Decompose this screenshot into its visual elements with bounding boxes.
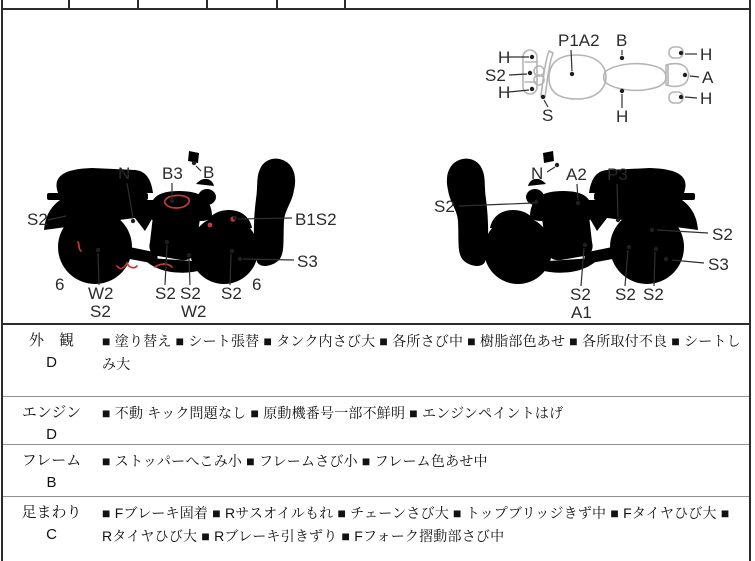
code-label: S3 bbox=[708, 255, 729, 274]
code-label: A2 bbox=[566, 165, 587, 184]
code-label: S2 bbox=[434, 197, 455, 216]
code-label: P1A2 bbox=[558, 31, 600, 50]
code-label: S2 bbox=[180, 284, 201, 303]
condition-table bbox=[3, 325, 749, 561]
grade-value: C bbox=[46, 526, 57, 543]
code-label: 6 bbox=[252, 275, 262, 294]
code-label: B3 bbox=[162, 164, 183, 183]
category-cell bbox=[3, 402, 100, 444]
code-label: S2 bbox=[712, 225, 733, 244]
condition-notes: ■ ストッパーへこみ小 ■ フレームさび小 ■ フレーム色あせ中 bbox=[102, 453, 488, 469]
code-label: S2 bbox=[155, 284, 176, 303]
code-label: S2 bbox=[485, 66, 506, 85]
code-label: B1S2 bbox=[295, 210, 337, 229]
code-label: S2 bbox=[643, 285, 664, 304]
condition-notes: ■ 塗り替え ■ シート張替 ■ タンク内さび大 ■ 各所さび中 ■ 樹脂部色あせ ■ 各所取付不良 ■ シートしみ大 bbox=[102, 333, 741, 372]
motorcycle-top-view-drawing bbox=[523, 47, 689, 103]
code-label: H bbox=[616, 107, 629, 126]
table-row-engine bbox=[3, 397, 749, 445]
code-label: A1 bbox=[571, 303, 592, 322]
code-label: W2 bbox=[88, 284, 114, 303]
category-cell bbox=[3, 502, 100, 561]
code-label: H bbox=[700, 89, 713, 108]
code-label: S2 bbox=[27, 210, 48, 229]
table-row-undercarriage bbox=[3, 497, 749, 561]
table-row-frame bbox=[3, 445, 749, 497]
code-label: W2 bbox=[181, 302, 207, 321]
category-cell bbox=[3, 330, 100, 396]
code-label: N bbox=[118, 164, 131, 183]
condition-notes: ■ 不動 キック問題なし ■ 原動機番号一部不鮮明 ■ エンジンペイントはげ bbox=[102, 405, 564, 421]
code-label: S2 bbox=[615, 285, 636, 304]
code-label: S2 bbox=[570, 285, 591, 304]
code-label: B bbox=[616, 31, 628, 50]
grade-value: D bbox=[46, 426, 57, 443]
category-label: フレーム bbox=[21, 452, 82, 469]
condition-notes: ■ Fブレーキ固着 ■ Rサスオイルもれ ■ チェーンさび大 ■ トップブリッジきず中 ■ Fタイヤひび大 ■ Rタイヤひび大 ■ Rブレーキ引きずり ■ Fフォーク摺動部さび中 bbox=[102, 505, 730, 544]
grade-value: D bbox=[46, 354, 57, 371]
code-label: 6 bbox=[55, 275, 65, 294]
code-label: N bbox=[531, 164, 544, 183]
code-label: S bbox=[542, 106, 554, 125]
code-label: H bbox=[700, 45, 713, 64]
code-label: S2 bbox=[221, 284, 242, 303]
code-label: A bbox=[702, 68, 714, 87]
code-label: S2 bbox=[90, 302, 111, 321]
code-label: B bbox=[203, 163, 215, 182]
code-label: H bbox=[498, 48, 511, 67]
category-label: 足まわり bbox=[21, 504, 82, 521]
category-label: 外 観 bbox=[28, 332, 74, 349]
category-cell bbox=[3, 450, 100, 496]
code-label: S3 bbox=[297, 252, 318, 271]
code-label: H bbox=[498, 83, 511, 102]
grade-value: B bbox=[46, 474, 57, 491]
code-label: P3 bbox=[607, 165, 628, 184]
table-row-exterior bbox=[3, 325, 749, 397]
category-label: エンジン bbox=[21, 404, 82, 421]
